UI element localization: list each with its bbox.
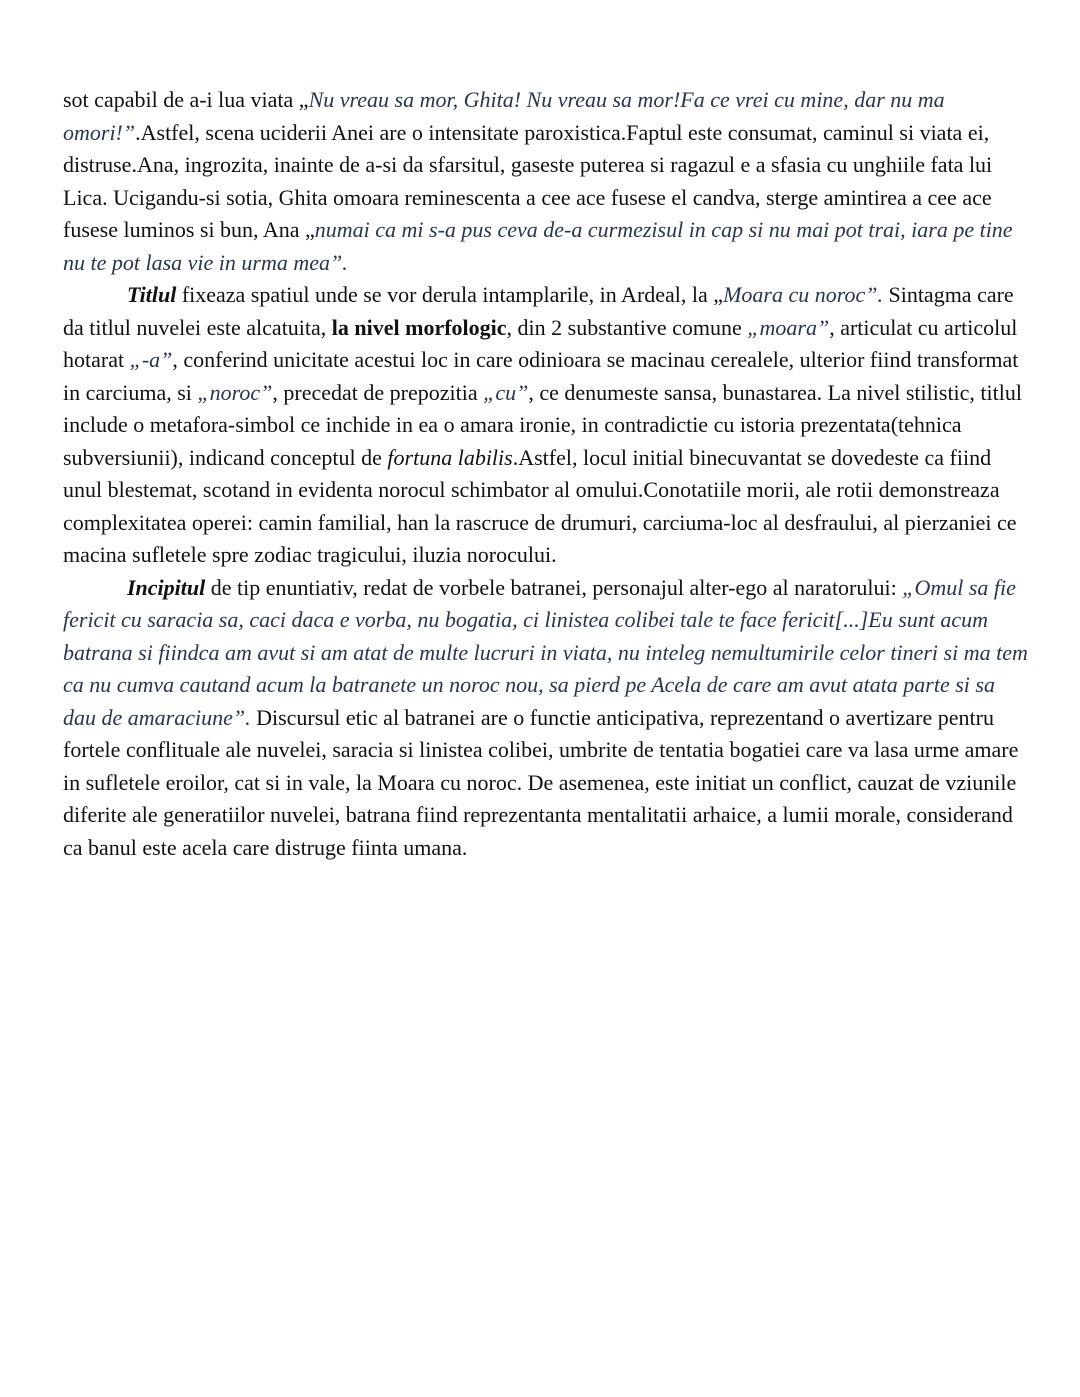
paragraph-titlul <box>63 279 1028 572</box>
paragraph-ana-scene <box>63 84 1028 279</box>
text-run: , ce denumeste sansa, bunastarea. La nivel stilistic, titlul include o metafora-simbol ce inchide in ea o amara ironie, in contradictie cu istoria prezentata(tehnica subversiunii), indicand conceptul de <box>63 379 1022 470</box>
text-run: fixeaza spatiul unde se vor derula intamplarile, in Ardeal, la <box>176 282 714 307</box>
text-run: Discursul etic al batranei are o functie anticipativa, reprezentand o avertizare pentru fortele conflituale ale nuvelei, saracia si linistea colibei, umbrite de tentatia bogatiei care va lasa urme amare in sufletele eroilor, cat si in vale, la Moara cu noroc. De asemenea, este initiat un conflict, cauzat de vziunile diferite ale generatiilor nuvelei, batrana fiind reprezentanta mentalitatii arhaice, a lumii morale, considerand ca banul este acela care distruge fiinta umana. <box>63 704 1019 860</box>
text-run: de tip enuntiativ, redat de vorbele batranei, personajul alter-ego al naratorului: <box>205 574 903 600</box>
text-run: „ <box>298 87 309 112</box>
quotation: Nu vreau sa mor, Ghita! Nu vreau sa mor!Fa ce vrei cu mine, dar nu ma omori!” <box>63 87 945 145</box>
text-run: .Astfel, locul initial binecuvantat se dovedeste ca fiind unul blestemat, scotand in evidenta norocul schimbator al omului.Conotatiile morii, ale rotii demonstreaza complexitatea operei: camin familial, han la rascruce de drumuri, carciuma-loc al desfraului, al pierzaniei ce macina sufletele spre zodiac tragicului, iluzia norocului. <box>63 444 1017 567</box>
text-run: .Astfel, scena uciderii Anei are o intensitate paroxistica.Faptul este consumat, caminul si viata ei, distruse.Ana, ingrozita, inainte de a-si da sfarsitul, gaseste puterea si ragazul e a sfasia cu unghiile fata lui Lica. Ucigandu-si sotia, Ghita omoara reminescenta a cee ace fusese el candva, sterge amintirea a cee ace fusese luminos si bun, Ana <box>63 119 993 242</box>
bold-phrase: la nivel morfologic <box>331 314 507 340</box>
quotation: numai ca mi s-a pus ceva de-a curmezisul in cap si nu mai pot trai, iara pe tine nu te pot lasa vie in urma mea”. <box>63 217 1013 275</box>
text-run: , precedat de prepozitia <box>272 379 484 405</box>
section-term: Incipitul <box>127 574 206 600</box>
quotation: „cu” <box>483 379 529 405</box>
paragraph-incipitul <box>63 572 1028 865</box>
document-page <box>63 84 1028 864</box>
text-run: sot capabil de a-i lua viata <box>63 87 299 112</box>
text-run: „ <box>305 217 315 242</box>
quotation: „moara” <box>747 314 830 340</box>
text-run: „ <box>713 282 724 307</box>
quotation: „noroc” <box>197 379 273 405</box>
section-term: Titlul <box>127 282 177 307</box>
text-run: , din 2 substantive comune <box>506 314 748 340</box>
text-run: Sintagma care da titlul nuvelei este alcatuita, <box>63 282 1014 340</box>
italic-term: fortuna labilis <box>387 444 513 470</box>
quotation: „Omul sa fie fericit cu saracia sa, caci daca e vorba, nu bogatia, ci linistea colibei tale te face fericit[...]Eu sunt acum batrana si fiindca am avut si am atat de multe lucruri in viata, nu inteleg nemultumirile celor tineri si ma tem ca nu cumva cautand acum la batranete un noroc nou, sa pierd pe Acela de care am avut atata parte si sa dau de amaraciune”. <box>63 574 1028 730</box>
quotation: „-a” <box>129 347 173 372</box>
text-run: , conferind unicitate acestui loc in care odinioara se macinau cerealele, ulterior fiind transformat in carciuma, si <box>63 347 1019 405</box>
text-run: , articulat cu articolul hotarat <box>63 314 1018 372</box>
quotation: Moara cu noroc”. <box>723 282 883 307</box>
